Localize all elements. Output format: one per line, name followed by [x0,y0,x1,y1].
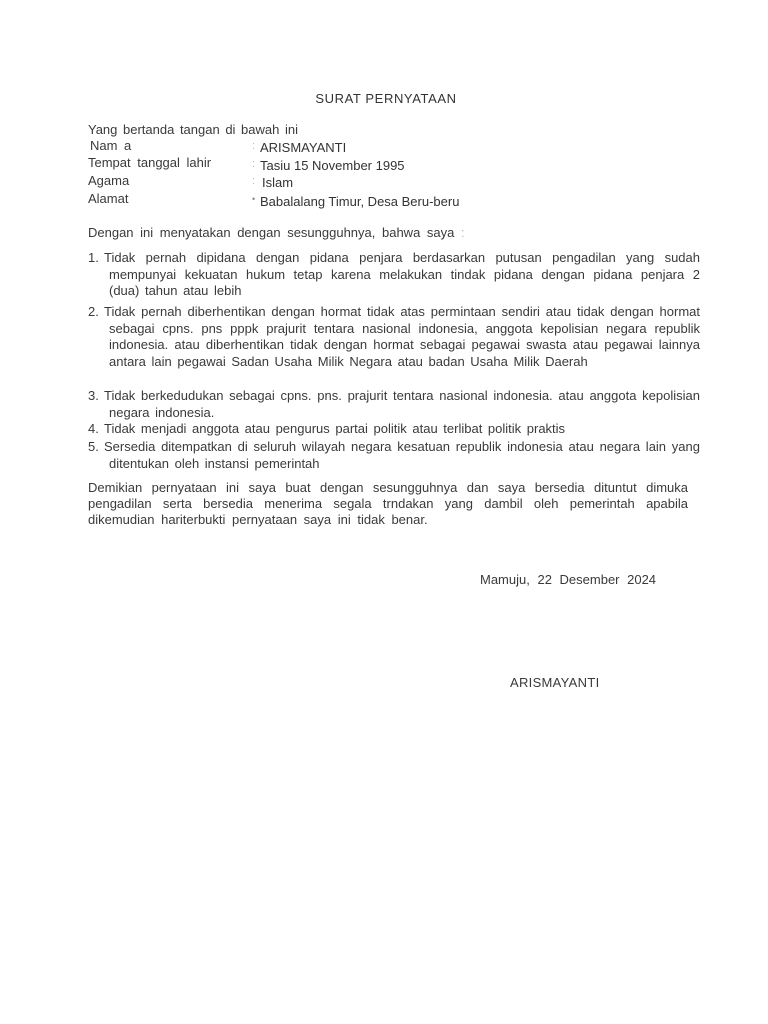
intro-line: Yang bertanda tangan di bawah ini [88,122,298,137]
list-item [88,388,700,421]
field-value-alamat: Babalalang Timur, Desa Beru-beru [260,194,460,209]
item-number: 5. [88,439,99,454]
list-item [88,421,700,438]
item-text: Sersedia ditempatkan di seluruh wilayah negara kesatuan republik indonesia atau negara lain yang ditentukan oleh instansi pemerintah [104,439,700,471]
field-separator: • [252,194,256,204]
list-item [88,304,700,370]
list-item [88,250,700,300]
item-number: 2. [88,304,99,319]
field-label-ttl: Tempat tanggal lahir [88,155,212,170]
item-text: Tidak menjadi anggota atau pengurus partai politik atau terlibat politik praktis [104,421,566,436]
field-row-nama [88,138,508,156]
field-separator: : [252,140,256,152]
item-text: Tidak berkedudukan sebagai cpns. pns. prajurit tentara nasional indonesia. atau anggota kepolisian negara indonesia. [104,388,700,420]
list-item [88,439,700,472]
item-text: Tidak pernah dipidana dengan pidana penjara berdasarkan putusan pengadilan yang sudah mempunyai kekuatan hukum tetap karena melakukan tindak pidana dengan pidana penjara 2 (dua) tahun atau lebih [104,250,700,298]
field-label-alamat: Alamat [88,191,129,206]
field-label-nama: Nam a [90,138,132,153]
field-label-agama: Agama [88,173,130,188]
item-number: 1. [88,250,99,265]
statement-colon: : [461,225,465,240]
item-text: Tidak pernah diberhentikan dengan hormat tidak atas permintaan sendiri atau tidak dengan hormat sebagai cpns. pns pppk prajurit tentara nasional indonesia, anggota kepolisian negara republik indonesia. atau diberhentikan tidak dengan hormat sebagai pegawai swasta atau pegawai lainnya antara lain pegawai Sadan Usaha Milik Negara atau badan Usaha Milik Daerah [104,304,700,369]
field-row-alamat [88,191,508,209]
closing-paragraph: Demikian pernyataan ini saya buat dengan sesungguhnya dan saya bersedia dituntut dimuka pengadilan serta bersedia menerima segala trndakan yang dambil oleh pemerintah apabila dikemudian hariterbukti pernyataan saya ini tidak benar. [88,480,688,527]
statement-line [88,225,465,240]
field-value-nama: ARISMAYANTI [260,140,347,155]
item-number: 4. [88,421,99,436]
signer-name: ARISMAYANTI [510,675,600,690]
item-number: 3. [88,388,99,403]
document-title: SURAT PERNYATAAN [315,91,457,106]
field-row-ttl [88,155,508,173]
field-separator: : [252,175,256,187]
place-date: Mamuju, 22 Desember 2024 [480,572,657,587]
field-value-ttl: Tasiu 15 November 1995 [260,158,405,173]
field-row-agama [88,173,508,191]
field-separator: : [252,158,256,170]
field-value-agama: Islam [262,175,294,190]
statement-text: Dengan ini menyatakan dengan sesungguhnya, bahwa saya [88,225,455,240]
